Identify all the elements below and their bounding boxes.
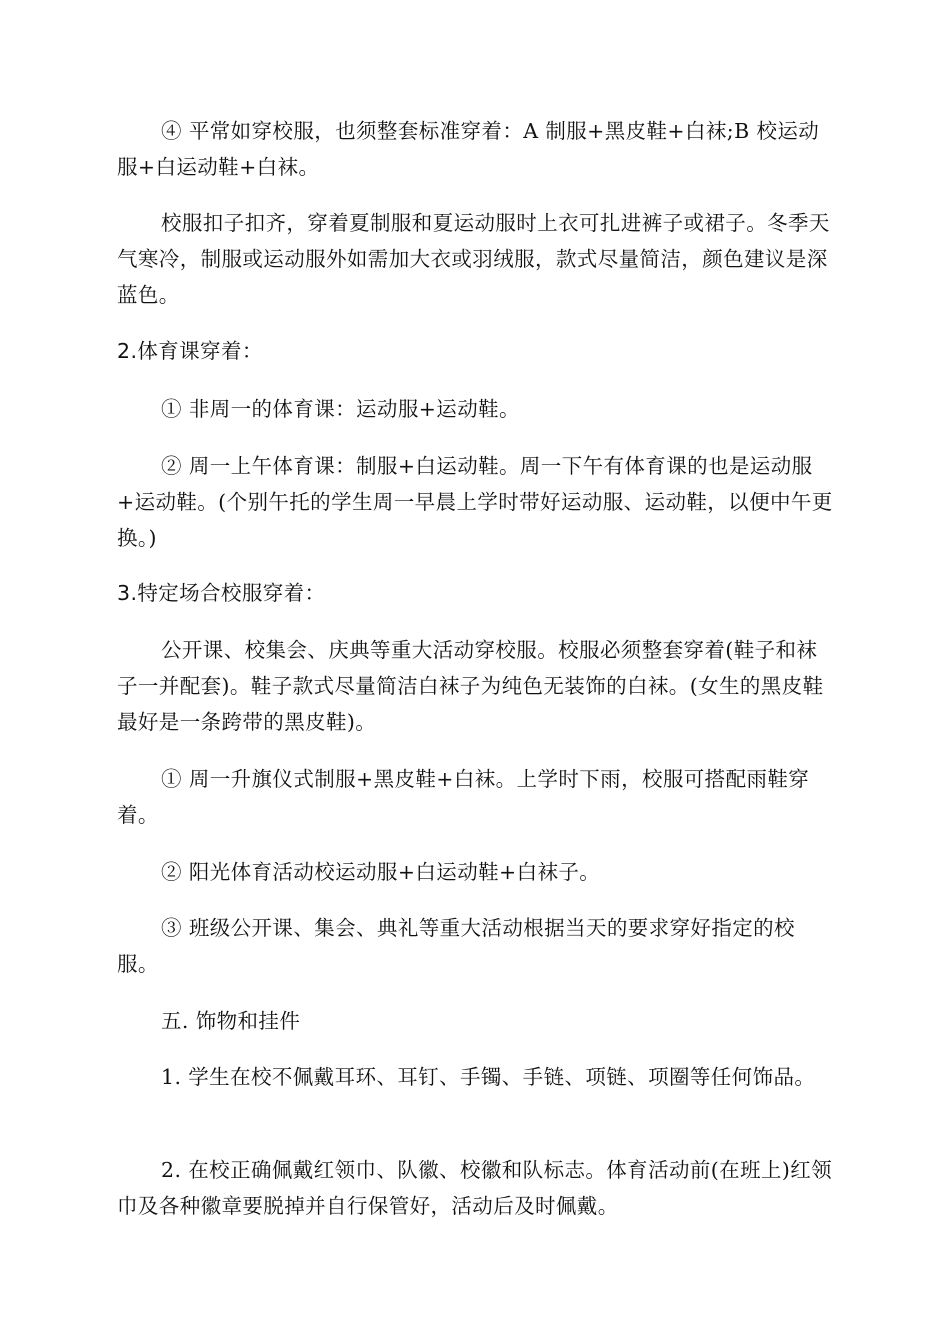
paragraph-pe-non-monday: ① 非周一的体育课：运动服+运动鞋。 bbox=[161, 397, 520, 421]
paragraph-flag-ceremony: ① 周一升旗仪式制服+黑皮鞋+白袜。上学时下雨，校服可搭配雨鞋穿着。 bbox=[117, 767, 810, 827]
paragraph-sunshine-sports: ② 阳光体育活动校运动服+白运动鞋+白袜子。 bbox=[161, 860, 601, 884]
paragraph-red-scarf-badges: 2. 在校正确佩戴红领巾、队徽、校徽和队标志。体育活动前(在班上)红领巾及各种徽章要脱掉并自行保管好，活动后及时佩戴。 bbox=[117, 1158, 833, 1218]
paragraph-uniform-daily: ④ 平常如穿校服，也须整套标准穿着：A 制服+黑皮鞋+白袜;B 校运动服+白运动鞋+白袜。 bbox=[117, 119, 820, 179]
section-heading-pe-class: 2.体育课穿着： bbox=[117, 339, 263, 363]
section-heading-special-occasions: 3.特定场合校服穿着： bbox=[117, 581, 326, 605]
paragraph-no-jewelry: 1. 学生在校不佩戴耳环、耳钉、手镯、手链、项链、项圈等任何饰品。 bbox=[161, 1065, 816, 1089]
paragraph-special-occasions: 公开课、校集会、庆典等重大活动穿校服。校服必须整套穿着(鞋子和袜子一并配套)。鞋子款式尽量简洁白袜子为纯色无装饰的白袜。(女生的黑皮鞋最好是一条跨带的黑皮鞋)。 bbox=[117, 638, 824, 734]
paragraph-pe-monday: ② 周一上午体育课：制服+白运动鞋。周一下午有体育课的也是运动服+运动鞋。(个别午托的学生周一早晨上学时带好运动服、运动鞋，以便中午更换。) bbox=[117, 454, 833, 550]
paragraph-open-class: ③ 班级公开课、集会、典礼等重大活动根据当天的要求穿好指定的校服。 bbox=[117, 916, 795, 976]
paragraph-uniform-details: 校服扣子扣齐，穿着夏制服和夏运动服时上衣可扎进裤子或裙子。冬季天气寒冷，制服或运动服外如需加大衣或羽绒服，款式尽量简洁，颜色建议是深蓝色。 bbox=[117, 211, 830, 307]
section-heading-accessories: 五. 饰物和挂件 bbox=[161, 1009, 301, 1033]
